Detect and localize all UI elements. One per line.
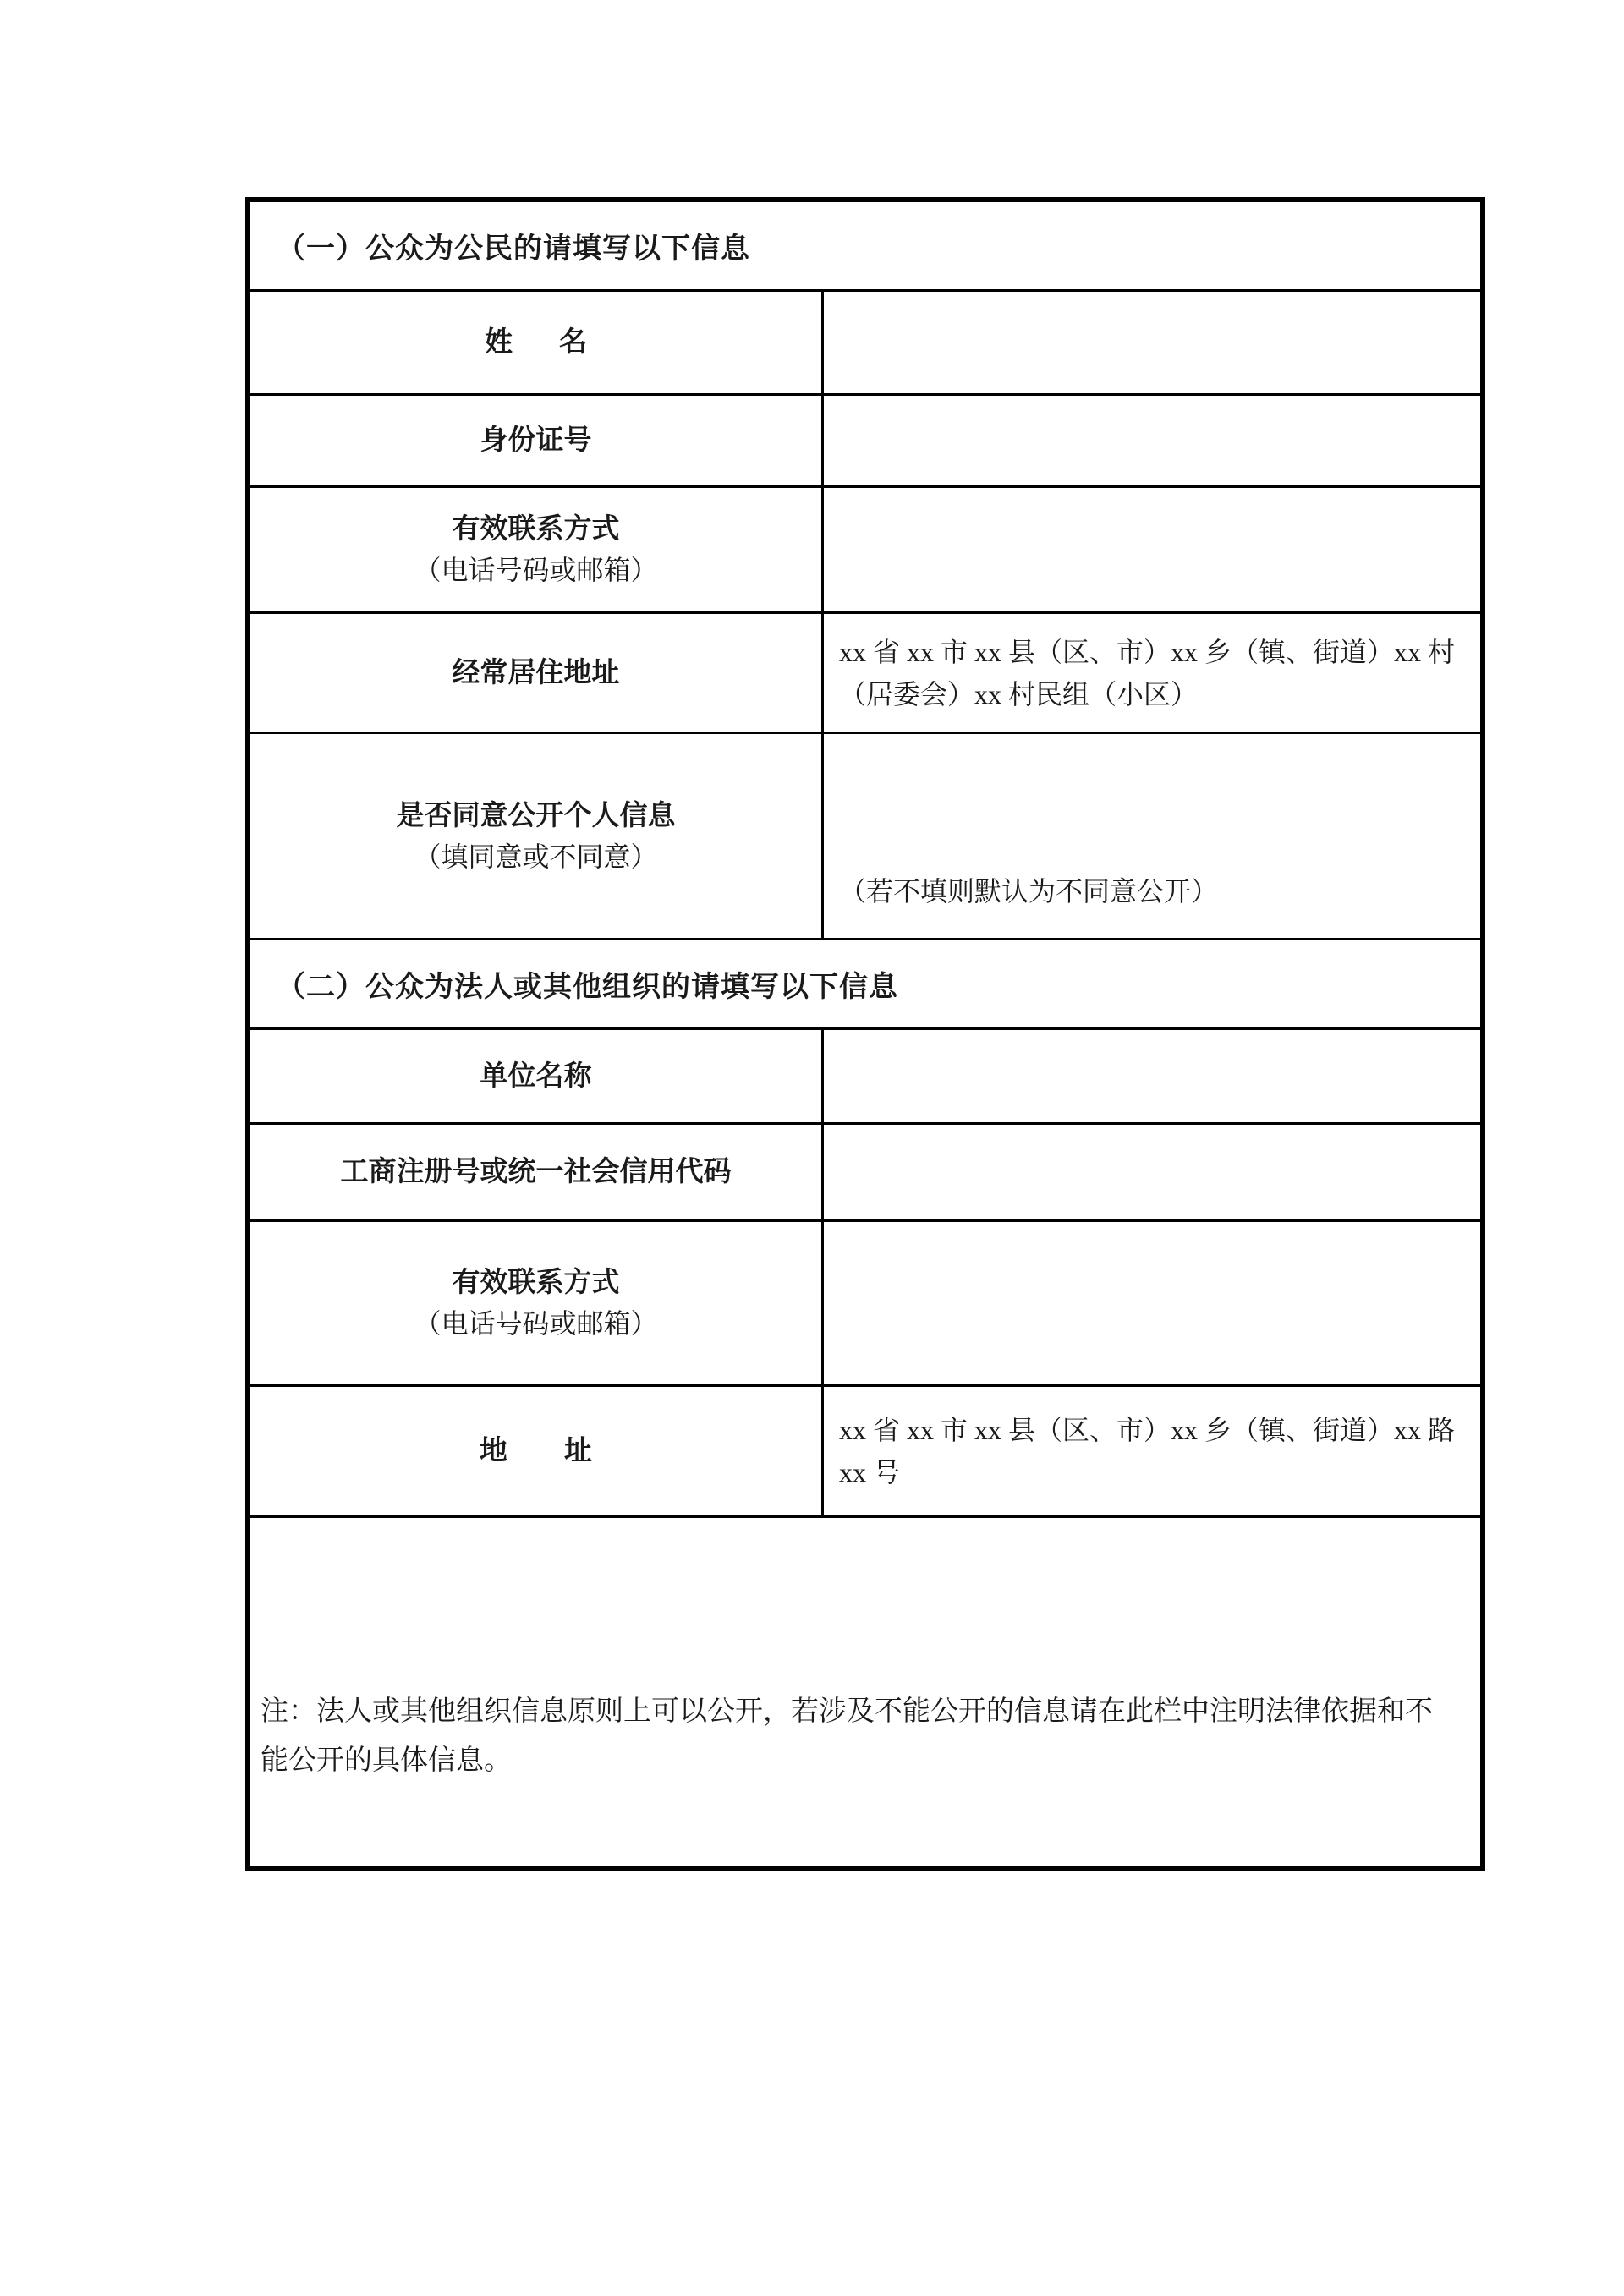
citizen-residence-label: 经常居住地址 (452, 657, 620, 688)
consent-label-cell (250, 734, 824, 938)
org-registration-label: 工商注册号或统一社会信用代码 (340, 1157, 732, 1187)
row-citizen-name (250, 292, 1480, 396)
row-legal-note (250, 1518, 1480, 1866)
section2-title: （二）公众为法人或其他组织的请填写以下信息 (277, 972, 898, 1003)
row-citizen-id (250, 396, 1480, 488)
legal-note-cell (250, 1518, 1480, 1866)
citizen-contact-label-note: （电话号码或邮箱） (414, 555, 658, 585)
section2-header-row (250, 940, 1480, 1030)
org-contact-label-cell (250, 1222, 824, 1384)
org-address-label: 地 址 (480, 1436, 606, 1466)
section1-header-row (250, 202, 1480, 292)
org-contact-label: 有效联系方式 (452, 1268, 620, 1298)
row-org-registration (250, 1125, 1480, 1222)
row-citizen-contact (250, 488, 1480, 614)
org-address-value: xx 省 xx 市 xx 县（区、市）xx 乡（镇、街道）xx 路 xx 号 (839, 1415, 1456, 1488)
org-contact-label-note: （电话号码或邮箱） (414, 1308, 658, 1339)
public-info-application-form-table (245, 197, 1485, 1871)
citizen-id-label-cell (250, 396, 824, 485)
org-address-value-cell (824, 1387, 1480, 1515)
org-contact-value-cell (824, 1222, 1480, 1384)
citizen-contact-label: 有效联系方式 (452, 514, 620, 545)
org-name-value-cell (824, 1030, 1480, 1122)
org-registration-value-cell (824, 1125, 1480, 1219)
citizen-name-label-cell (250, 292, 824, 393)
row-consent-disclosure (250, 734, 1480, 940)
org-address-label-cell (250, 1387, 824, 1515)
citizen-contact-value-cell (824, 488, 1480, 611)
consent-value-cell (824, 734, 1480, 938)
legal-note-text: 注：法人或其他组织信息原则上可以公开，若涉及不能公开的信息请在此栏中注明法律依据和不能公开的具体信息。 (261, 1696, 1433, 1776)
row-org-name (250, 1030, 1480, 1125)
citizen-name-label: 姓 名 (485, 327, 596, 358)
citizen-id-label: 身份证号 (480, 425, 592, 456)
row-org-contact (250, 1222, 1480, 1387)
citizen-id-value-cell (824, 396, 1480, 485)
citizen-contact-label-cell (250, 488, 824, 611)
row-citizen-residence (250, 614, 1480, 734)
citizen-residence-label-cell (250, 614, 824, 732)
org-registration-label-cell (250, 1125, 824, 1219)
section1-title: （一）公众为公民的请填写以下信息 (277, 233, 750, 265)
consent-label-note: （填同意或不同意） (414, 841, 658, 872)
org-name-label-cell (250, 1030, 824, 1122)
citizen-residence-value: xx 省 xx 市 xx 县（区、市）xx 乡（镇、街道）xx 村（居委会）xx 村民组（小区） (839, 636, 1456, 710)
org-name-label: 单位名称 (480, 1060, 592, 1092)
consent-label: 是否同意公开个人信息 (396, 800, 676, 831)
citizen-name-value-cell (824, 292, 1480, 393)
row-org-address (250, 1387, 1480, 1518)
citizen-residence-value-cell (824, 614, 1480, 732)
consent-default-note: （若不填则默认为不同意公开） (839, 876, 1219, 907)
